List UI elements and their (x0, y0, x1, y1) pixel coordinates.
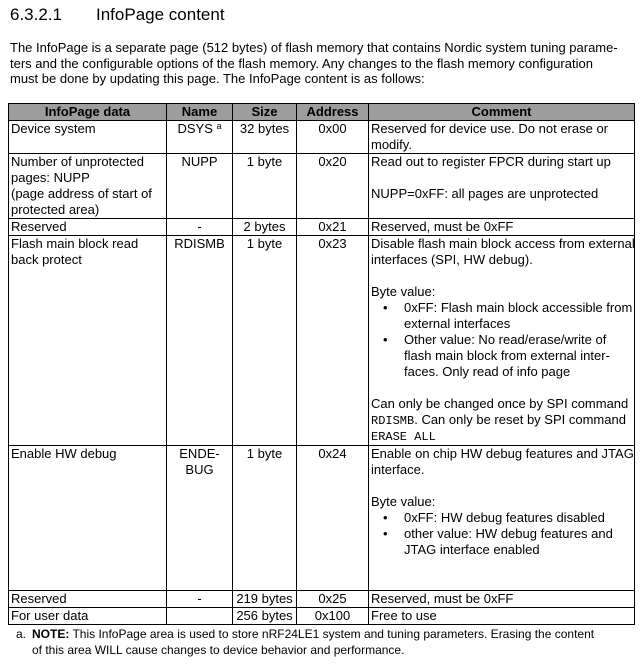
byte-value-label: Byte value: (371, 494, 436, 509)
cell-size: 1 byte (233, 446, 297, 591)
cell-name: ENDE- BUG (167, 446, 233, 591)
spi-command: RDISMB (371, 414, 415, 428)
intro-line: ters and the configurable options of the flash memory. Any changes to the flash memory configuration (10, 55, 593, 71)
cell-name: NUPP (167, 154, 233, 219)
cell-address: 0x00 (297, 121, 369, 154)
spi-command: ERASE ALL (371, 430, 436, 444)
cell-data: For user data (9, 608, 167, 625)
table-row (9, 219, 635, 236)
cell-address: 0x21 (297, 219, 369, 236)
header-infopage-data: InfoPage data (9, 104, 167, 121)
cell-comment: Reserved, must be 0xFF (369, 591, 635, 608)
table-header-row (9, 104, 635, 121)
cell-name: - (167, 219, 233, 236)
cell-comment: Free to use (369, 608, 635, 625)
cell-size: 219 bytes (233, 591, 297, 608)
bullet-icon: • (383, 332, 388, 347)
cell-name: - (167, 591, 233, 608)
section-number: 6.3.2.1 (10, 5, 62, 24)
intro-paragraph (10, 40, 638, 87)
table-footnote: a. NOTE: This InfoPage area is used to store nRF24LE1 system and tuning parameters. Erasing the content of this area WILL cause changes to device behavior and performance. (16, 627, 595, 657)
bullet-item: • 0xFF: HW debug features disabled (383, 510, 605, 525)
cell-data: Number of unprotected pages: NUPP (page address of start of protected area) (9, 154, 167, 219)
bullet-item: • Other value: No read/erase/write of (383, 332, 607, 347)
cell-size: 2 bytes (233, 219, 297, 236)
bullet-item: • other value: HW debug features and (383, 526, 613, 541)
bullet-icon: • (383, 300, 388, 315)
bullet-icon: • (383, 510, 388, 525)
bullet-icon: • (383, 526, 388, 541)
intro-line: The InfoPage is a separate page (512 bytes) of flash memory that contains Nordic system tuning parame- (10, 40, 618, 55)
cell-size: 1 byte (233, 236, 297, 446)
table-row (9, 591, 635, 608)
cell-address: 0x20 (297, 154, 369, 219)
section-title: InfoPage content (96, 5, 225, 24)
table-row (9, 236, 635, 446)
cell-name: RDISMB (167, 236, 233, 446)
cell-address: 0x25 (297, 591, 369, 608)
cell-address: 0x24 (297, 446, 369, 591)
header-size: Size (233, 104, 297, 121)
footnote-label: a. (16, 627, 27, 641)
intro-line: must be done by updating this page. The InfoPage content is as follows: (10, 71, 425, 86)
cell-data: Flash main block read back protect (9, 236, 167, 446)
table-row (9, 121, 635, 154)
cell-size: 32 bytes (233, 121, 297, 154)
table-row (9, 446, 635, 591)
infopage-table (8, 103, 635, 625)
footnote-note-label: NOTE: (32, 627, 70, 641)
table-row (9, 154, 635, 219)
section-heading (10, 4, 225, 26)
cell-size: 256 bytes (233, 608, 297, 625)
cell-address: 0x100 (297, 608, 369, 625)
cell-name: DSYS $^a$ (167, 121, 233, 154)
footnote-ref: a (216, 121, 222, 131)
header-comment: Comment (369, 104, 635, 121)
cell-data: Reserved (9, 219, 167, 236)
cell-data: Device system (9, 121, 167, 154)
cell-comment: Read out to register FPCR during start up NUPP=0xFF: all pages are unprotected (369, 154, 635, 219)
header-address: Address (297, 104, 369, 121)
cell-address: 0x23 (297, 236, 369, 446)
cell-size: 1 byte (233, 154, 297, 219)
cell-comment: Reserved, must be 0xFF (369, 219, 635, 236)
header-name: Name (167, 104, 233, 121)
cell-data: Reserved (9, 591, 167, 608)
byte-value-label: Byte value: (371, 284, 436, 299)
cell-data: Enable HW debug (9, 446, 167, 591)
cell-comment: Enable on chip HW debug features and JTAG interface. Byte value: • 0xFF: HW debug features disabled • other value: HW debug features and JTAG interface enabled (369, 446, 635, 591)
bullet-item: • 0xFF: Flash main block accessible from (383, 300, 633, 315)
table-row (9, 608, 635, 625)
cell-name (167, 608, 233, 625)
cell-comment: Disable flash main block access from external interfaces (SPI, HW debug). Byte value: • 0xFF: Flash main block accessible from external interfaces • Other value: No read/erase/write of flash main block from external inter- faces. Only read of info page Can only be changed once by SPI command RDISMB. Can only be reset by SPI command ERASE ALL (369, 236, 635, 446)
cell-comment: Reserved for device use. Do not erase or modify. (369, 121, 635, 154)
